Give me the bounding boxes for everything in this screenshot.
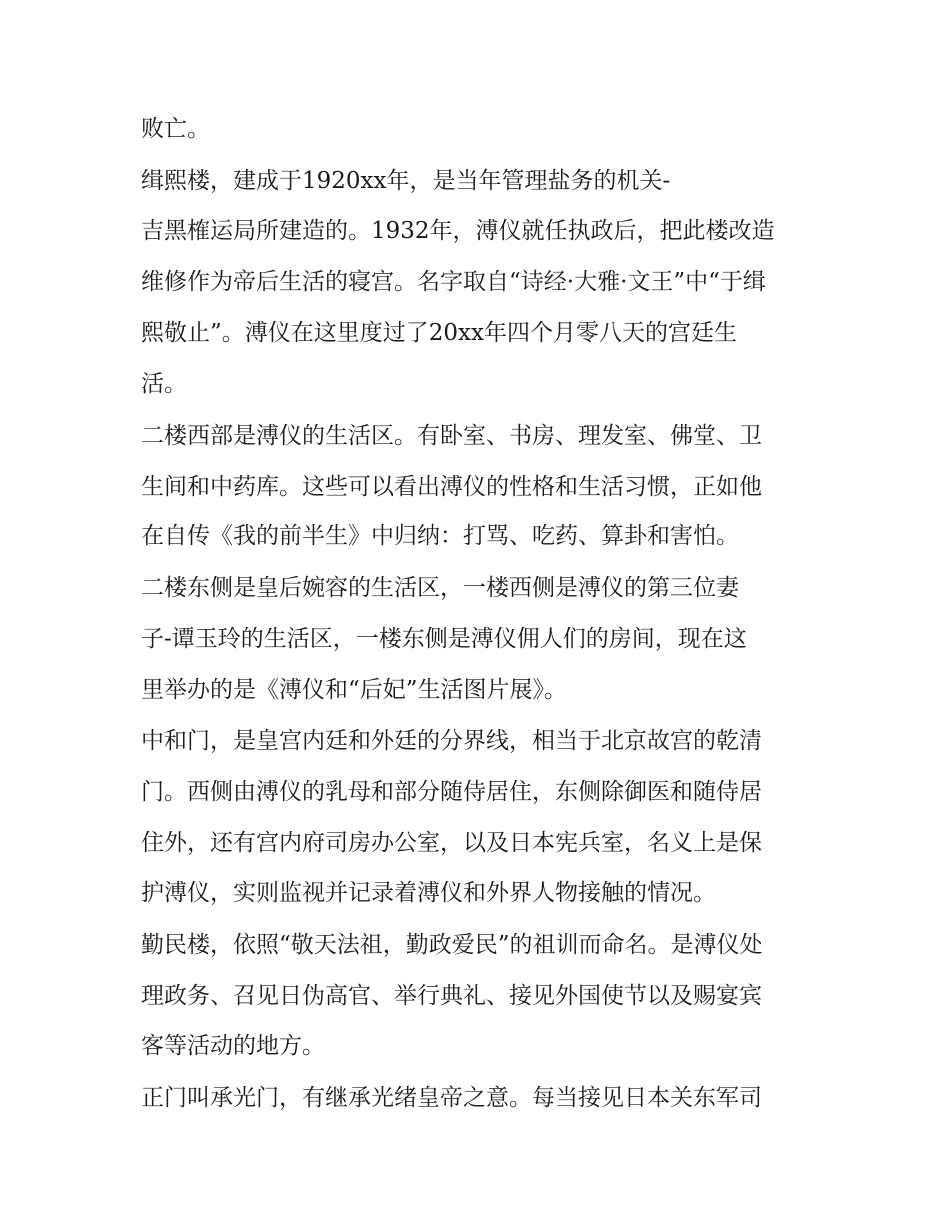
text-line: 正门叫承光门，有继承光绪皇帝之意。每当接见日本关东军司 xyxy=(141,1085,762,1111)
text-line: 二楼东侧是皇后婉容的生活区，一楼西侧是溥仪的第三位妻 xyxy=(141,575,739,601)
text-line: 护溥仪，实则监视并记录着溥仪和外界人物接触的情况。 xyxy=(141,880,716,906)
text-line: 勤民楼，依照“敬天法祖，勤政爱民”的祖训而命名。是溥仪处 xyxy=(141,932,763,958)
text-line: 理政务、召见日伪高官、举行典礼、接见外国使节以及赐宴宾 xyxy=(141,983,762,1009)
text-line: 中和门，是皇宫内廷和外廷的分界线，相当于北京故宫的乾清 xyxy=(141,728,762,754)
text-line: 败亡。 xyxy=(141,116,210,142)
text-line: 里举办的是《溥仪和“后妃”生活图片展》。 xyxy=(141,677,568,703)
text-line: 维修作为帝后生活的寝宫。名字取自“诗经·大雅·文王”中“于缉 xyxy=(141,269,766,295)
text-line: 二楼西部是溥仪的生活区。有卧室、书房、理发室、佛堂、卫 xyxy=(141,423,762,449)
text-line: 活。 xyxy=(141,371,187,397)
text-line: 客等活动的地方。 xyxy=(141,1033,325,1059)
text-line: 在自传《我的前半生》中归纳：打骂、吃药、算卦和害怕。 xyxy=(141,523,739,549)
text-line: 门。西侧由溥仪的乳母和部分随侍居住，东侧除御医和随侍居 xyxy=(141,779,762,805)
text-line: 住外，还有宫内府司房办公室，以及日本宪兵室，名义上是保 xyxy=(141,830,762,856)
text-line: 缉熙楼，建成于1920xx年，是当年管理盐务的机关- xyxy=(141,168,671,194)
text-line: 生间和中药库。这些可以看出溥仪的性格和生活习惯，正如他 xyxy=(141,474,762,500)
text-line: 熙敬止”。溥仪在这里度过了20xx年四个月零八天的宫廷生 xyxy=(141,320,737,346)
text-line: 子-谭玉玲的生活区，一楼东侧是溥仪佣人们的房间，现在这 xyxy=(141,626,747,652)
text-line: 吉黑榷运局所建造的。1932年，溥仪就任执政后，把此楼改造 xyxy=(141,218,775,244)
